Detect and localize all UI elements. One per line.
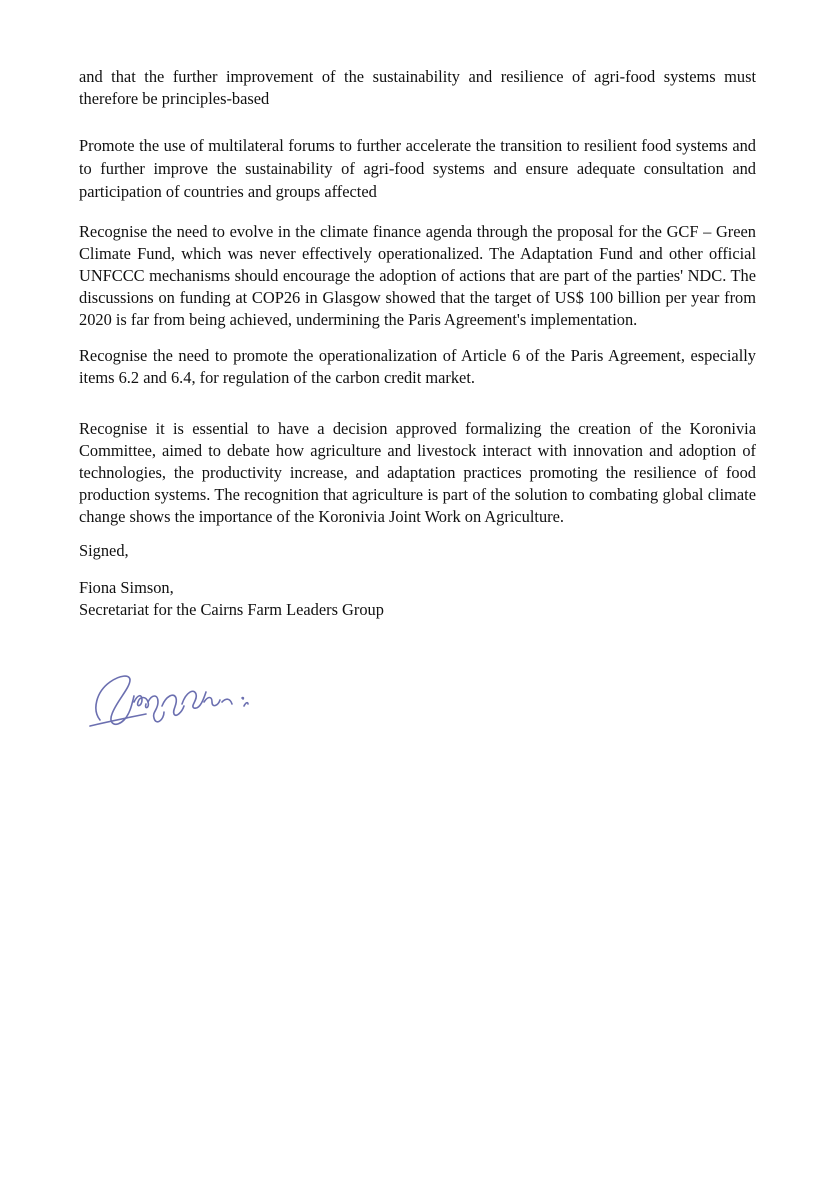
closing-signed: Signed, [79,541,129,560]
paragraph-principles-based: and that the further improvement of the sustainability and resilience of agri-food systems must therefore be principles-based [79,67,756,108]
signatory-organization: Secretariat for the Cairns Farm Leaders Group [79,600,384,619]
signatory-name: Fiona Simson, [79,578,174,597]
paragraph-article-6: Recognise the need to promote the operationalization of Article 6 of the Paris Agreement, especially items 6.2 and 6.4, for regulation of the carbon credit market. [79,346,756,387]
paragraph-multilateral-forums: Promote the use of multilateral forums to further accelerate the transition to resilient food systems and to further improve the sustainability of agri-food systems and ensure adequate consultation and participation of countries and groups affected [79,136,756,201]
paragraph-koronivia: Recognise it is essential to have a decision approved formalizing the creation of the Koronivia Committee, aimed to debate how agriculture and livestock interact with innovation and adoption of technologies, the productivity increase, and adaptation practices promoting the resilience of food production systems. The recognition that agriculture is part of the solution to combating global climate change shows the importance of the Koronivia Joint Work on Agriculture. [79,419,756,526]
handwritten-signature-icon [86,662,286,742]
paragraph-climate-finance: Recognise the need to evolve in the climate finance agenda through the proposal for the GCF – Green Climate Fund, which was never effectively operationalized. The Adaptation Fund and other official UNFCCC mechanisms should encourage the adoption of actions that are part of the parties' NDC. The discussions on funding at COP26 in Glasgow showed that the target of US$ 100 billion per year from 2020 is far from being achieved, undermining the Paris Agreement's implementation. [79,222,756,329]
